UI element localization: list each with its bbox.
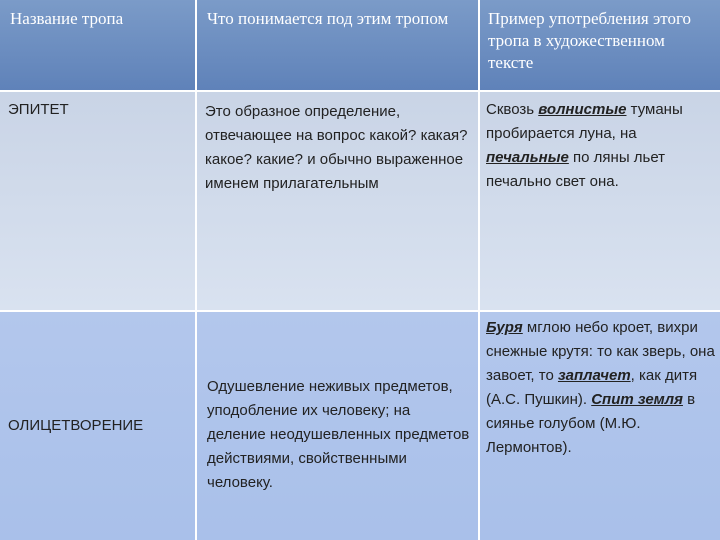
example-text: Сквозь	[486, 101, 539, 118]
trope-name-epithet: ЭПИТЕТ	[0, 92, 197, 312]
example-highlight: печальные	[486, 149, 569, 166]
example-highlight: Спит земля	[591, 391, 683, 408]
header-name-of-trope: Название тропа	[0, 0, 197, 92]
trope-name-personification	[0, 312, 197, 540]
example-highlight: заплачет	[557, 367, 631, 384]
example-personification	[480, 312, 720, 540]
definition-epithet: Это образное определение, отвечающее на вопрос какой? какая? какое? какие? и обычно выраженное именем прилагательным	[197, 92, 480, 312]
example-epithet	[480, 92, 720, 312]
example-highlight: волнистые	[538, 101, 627, 118]
header-usage-example: Пример употребления этого тропа в художественном тексте	[480, 0, 720, 92]
example-text: туманы пробирается луна, на	[486, 101, 683, 142]
trope-name-label: ОЛИЦЕТВОРЕНИЕ	[8, 417, 144, 434]
header-what-is-meant: Что понимается под этим тропом	[197, 0, 480, 92]
example-highlight: Буря	[486, 319, 523, 336]
example-text: , как дитя (А.С. Пушкин).	[486, 367, 698, 408]
definition-personification	[197, 312, 480, 540]
example-text: по ляны льет печально свет она.	[486, 149, 666, 190]
example-text: в сиянье голубом (М.Ю. Лермонтов).	[486, 391, 696, 456]
example-text: мглою небо кроет, вихри снежные крутя: то как зверь, она завоет, то	[486, 319, 715, 384]
definition-text: Одушевление неживых предметов, уподобление их человеку; на деление неодушевленных предметов действиями, свойственными человеку.	[207, 378, 470, 491]
